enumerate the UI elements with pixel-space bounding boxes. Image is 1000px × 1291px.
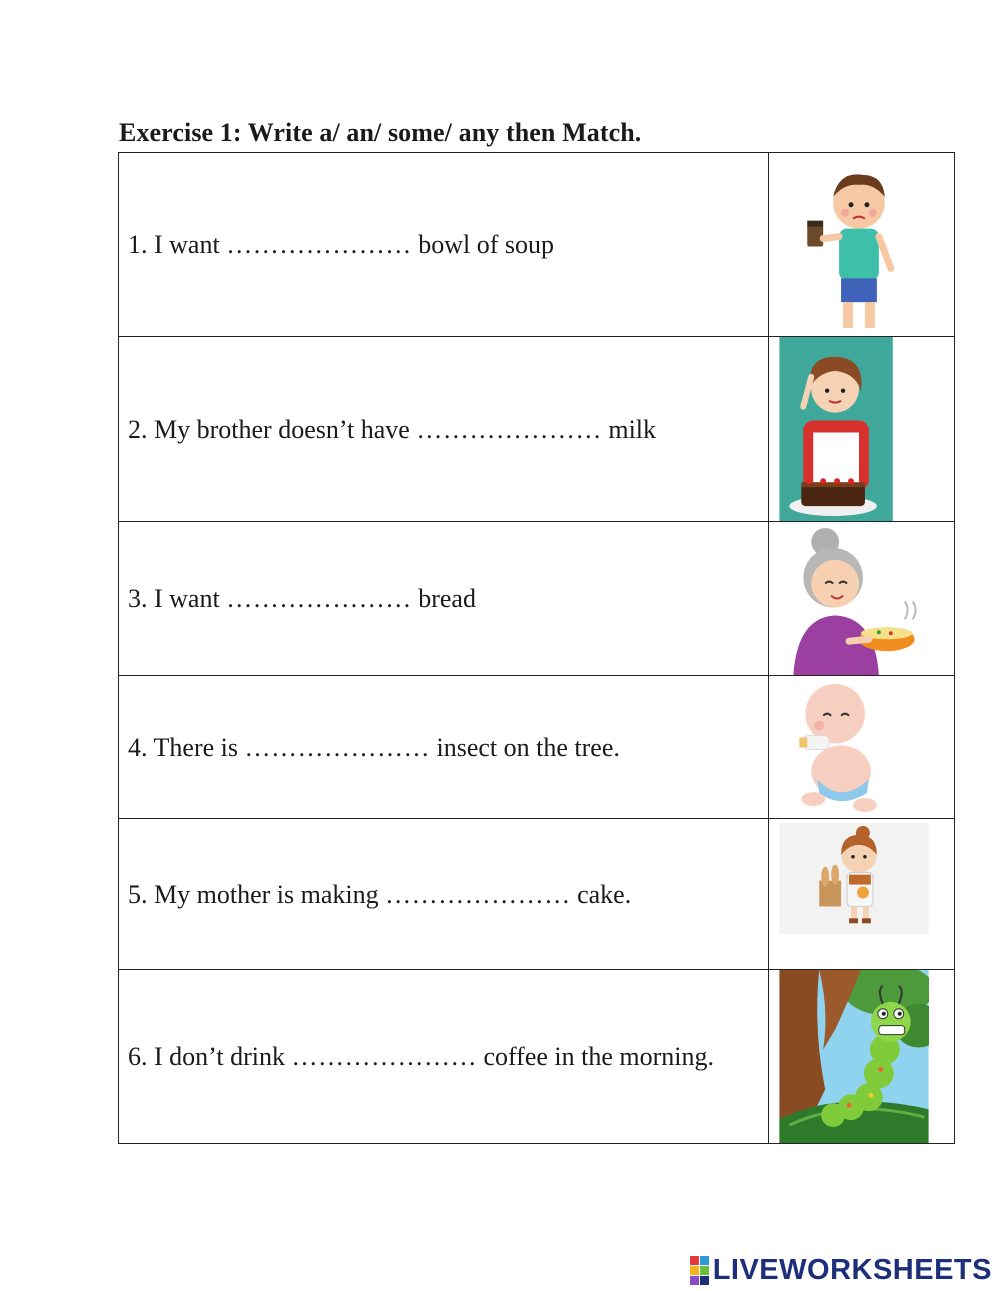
- answer-blank[interactable]: …………………: [226, 584, 412, 613]
- sentence-cell: [119, 522, 769, 676]
- sentence-text: 3. I want: [128, 584, 227, 613]
- sentence-cell: [119, 970, 769, 1144]
- girl-with-bread-image[interactable]: [779, 819, 929, 969]
- sentence-cell: [119, 153, 769, 337]
- answer-blank[interactable]: …………………: [385, 879, 571, 909]
- logo-text: LIVEWORKSHEETS: [712, 1253, 992, 1286]
- logo-mark-icon: [690, 1256, 709, 1285]
- sentence-cell: [119, 337, 769, 522]
- sentence-text: 4. There is: [128, 732, 245, 762]
- table-row: [119, 970, 955, 1144]
- answer-blank[interactable]: …………………: [291, 1042, 477, 1071]
- picture-cell: [769, 676, 955, 819]
- sentence-text: 1. I want: [128, 230, 227, 259]
- sentence-text: bowl of soup: [411, 230, 554, 259]
- table-row: [119, 676, 955, 819]
- table-row: [119, 337, 955, 522]
- table-row: [119, 153, 955, 337]
- answer-blank[interactable]: …………………: [416, 414, 602, 444]
- boy-drinking-coffee-image[interactable]: [779, 153, 929, 336]
- caterpillar-on-tree-image[interactable]: [779, 970, 929, 1143]
- sentence-text: coffee in the morning.: [476, 1042, 715, 1071]
- liveworksheets-logo[interactable]: [690, 1254, 992, 1286]
- table-row: [119, 819, 955, 970]
- baby-drinking-milk-image[interactable]: [779, 676, 929, 818]
- exercise-title: Exercise 1: Write a/ an/ some/ any then Match.: [119, 118, 642, 147]
- sentence-cell: [119, 676, 769, 819]
- sentence-text: 6. I don’t drink: [128, 1042, 292, 1071]
- sentence-text: 5. My mother is making: [128, 879, 386, 909]
- sentence-text: insect on the tree.: [430, 732, 620, 762]
- grandmother-with-soup-image[interactable]: [779, 522, 929, 675]
- sentence-text: cake.: [570, 879, 632, 909]
- answer-blank[interactable]: …………………: [244, 732, 430, 762]
- sentence-text: bread: [411, 584, 476, 613]
- picture-cell: [769, 153, 955, 337]
- picture-cell: [769, 819, 955, 970]
- answer-blank[interactable]: …………………: [226, 230, 412, 259]
- sentence-text: milk: [601, 414, 657, 444]
- picture-cell: [769, 970, 955, 1144]
- table-row: [119, 522, 955, 676]
- sentence-cell: [119, 819, 769, 970]
- sentence-text: 2. My brother doesn’t have: [128, 414, 417, 444]
- mother-making-cake-image[interactable]: [779, 337, 929, 521]
- picture-cell: [769, 337, 955, 522]
- exercise-table: [118, 152, 955, 1144]
- picture-cell: [769, 522, 955, 676]
